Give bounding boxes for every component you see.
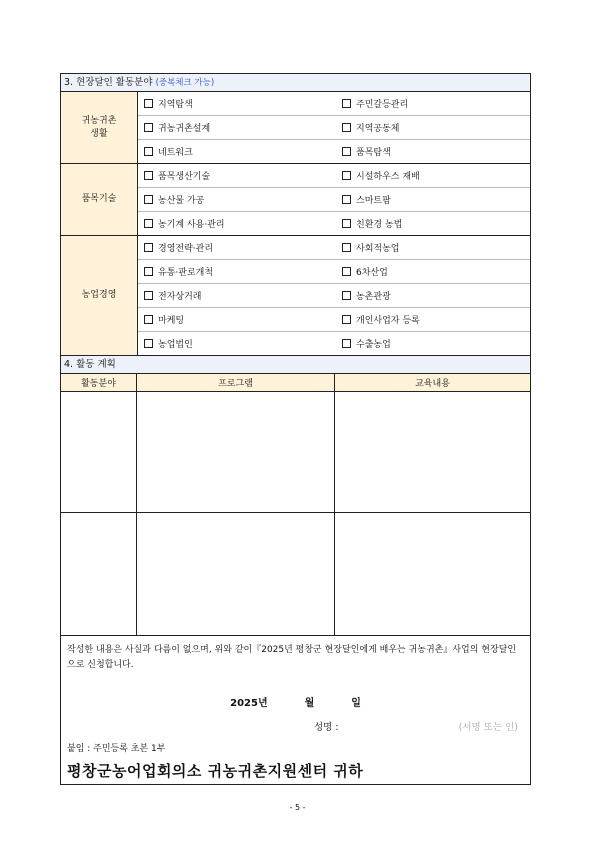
option-checkbox-item[interactable] [334, 217, 530, 230]
option-label: 품목탐색 [356, 148, 391, 158]
option-label: 6차산업 [356, 268, 388, 278]
option-row [138, 211, 530, 235]
checkbox-icon[interactable] [342, 243, 351, 252]
plan-row [61, 392, 530, 513]
option-label: 친환경 농법 [356, 220, 403, 230]
plan-cell-program[interactable] [137, 513, 335, 635]
activity-options [138, 236, 530, 355]
option-label: 지역공동체 [356, 124, 400, 134]
option-label: 수출농업 [356, 340, 391, 350]
option-row [138, 283, 530, 307]
option-row [138, 307, 530, 331]
option-label: 귀농귀촌설계 [158, 124, 211, 134]
option-label: 농기계 사용·관리 [158, 220, 225, 230]
checkbox-icon[interactable] [144, 243, 153, 252]
option-label: 지역탐색 [158, 100, 193, 110]
option-checkbox-item[interactable] [334, 97, 530, 110]
activity-options [138, 164, 530, 235]
date-month[interactable]: 월 [304, 698, 315, 709]
declaration-block [61, 636, 530, 784]
option-label: 스마트팜 [356, 196, 391, 206]
section3-title: 3. 현장달인 활동분야 [64, 77, 153, 88]
section4-title: 4. 활동 계획 [64, 359, 116, 370]
plan-cell-field[interactable] [61, 392, 137, 512]
activity-group-label: 귀농귀촌 생활 [61, 92, 138, 163]
option-checkbox-item[interactable] [138, 169, 334, 182]
option-label: 마케팅 [158, 316, 185, 326]
option-row [138, 164, 530, 187]
option-label: 품목생산기술 [158, 172, 211, 182]
section3-header [61, 74, 530, 92]
option-row [138, 331, 530, 355]
option-label: 개인사업자 등록 [356, 316, 420, 326]
plan-table-header [61, 374, 530, 392]
header-activity-field: 활동분야 [61, 374, 137, 391]
checkbox-icon[interactable] [342, 219, 351, 228]
plan-cell-field[interactable] [61, 513, 137, 635]
option-label: 유통·판로개척 [158, 268, 214, 278]
option-checkbox-item[interactable] [334, 193, 530, 206]
option-checkbox-item[interactable] [138, 241, 334, 254]
option-checkbox-item[interactable] [334, 169, 530, 182]
plan-row [61, 513, 530, 636]
checkbox-icon[interactable] [342, 195, 351, 204]
activity-field-groups [61, 92, 530, 356]
activity-group [61, 236, 530, 356]
page-number: - 5 - [289, 803, 306, 812]
checkbox-icon[interactable] [342, 171, 351, 180]
option-label: 주민갈등관리 [356, 100, 409, 110]
signature-hint[interactable]: (서명 또는 인) [458, 722, 518, 733]
plan-cell-program[interactable] [137, 392, 335, 512]
option-label: 농산물 가공 [158, 196, 205, 206]
checkbox-icon[interactable] [342, 99, 351, 108]
checkbox-icon[interactable] [342, 291, 351, 300]
option-label: 네트워크 [158, 148, 193, 158]
activity-group [61, 92, 530, 164]
option-label: 경영전략·관리 [158, 244, 214, 254]
checkbox-icon[interactable] [144, 99, 153, 108]
option-row [138, 92, 530, 115]
date-day[interactable]: 일 [351, 698, 361, 709]
application-form [60, 73, 531, 785]
addressee: 평창군농어업회의소 귀농귀촌지원센터 귀하 [67, 762, 364, 780]
checkbox-icon[interactable] [144, 219, 153, 228]
option-row [138, 236, 530, 259]
option-checkbox-item[interactable] [138, 265, 334, 278]
option-row [138, 259, 530, 283]
option-checkbox-item[interactable] [138, 289, 334, 302]
option-label: 시설하우스 재배 [356, 172, 420, 182]
option-checkbox-item[interactable] [138, 97, 334, 110]
option-label: 사회적농업 [356, 244, 400, 254]
date-year: 2025년 [230, 698, 268, 709]
option-checkbox-item[interactable] [334, 337, 530, 350]
option-checkbox-item[interactable] [138, 337, 334, 350]
attachment-note: 붙임 : 주민등록 초본 1부 [67, 744, 166, 754]
section3-note: (중복체크 가능) [155, 78, 215, 88]
checkbox-icon[interactable] [144, 147, 153, 156]
option-label: 농촌관광 [356, 292, 391, 302]
header-education-content: 교육내용 [415, 379, 450, 389]
signature-label: 성명 : [314, 722, 339, 733]
activity-group [61, 164, 530, 236]
option-checkbox-item[interactable] [334, 121, 530, 134]
plan-cell-content[interactable] [335, 513, 530, 635]
checkbox-icon[interactable] [144, 315, 153, 324]
option-checkbox-item[interactable] [334, 241, 530, 254]
checkbox-icon[interactable] [144, 267, 153, 276]
checkbox-icon[interactable] [342, 339, 351, 348]
section4-header [61, 356, 530, 374]
plan-cell-content[interactable] [335, 392, 530, 512]
option-checkbox-item[interactable] [138, 145, 334, 158]
option-row [138, 139, 530, 163]
activity-options [138, 92, 530, 163]
option-row [138, 187, 530, 211]
option-checkbox-item[interactable] [334, 265, 530, 278]
option-checkbox-item[interactable] [138, 217, 334, 230]
option-checkbox-item[interactable] [334, 145, 530, 158]
option-checkbox-item[interactable] [138, 193, 334, 206]
option-row [138, 115, 530, 139]
header-program: 프로그램 [137, 374, 335, 391]
checkbox-icon[interactable] [144, 123, 153, 132]
checkbox-icon[interactable] [342, 267, 351, 276]
checkbox-icon[interactable] [144, 195, 153, 204]
option-checkbox-item[interactable] [138, 121, 334, 134]
checkbox-icon[interactable] [342, 123, 351, 132]
checkbox-icon[interactable] [144, 171, 153, 180]
option-label: 전자상거래 [158, 292, 202, 302]
option-checkbox-item[interactable] [334, 289, 530, 302]
checkbox-icon[interactable] [144, 291, 153, 300]
checkbox-icon[interactable] [342, 147, 351, 156]
option-label: 농업법인 [158, 340, 193, 350]
checkbox-icon[interactable] [342, 315, 351, 324]
activity-group-label: 농업경영 [61, 236, 138, 355]
application-date [61, 696, 530, 711]
option-checkbox-item[interactable] [334, 313, 530, 326]
checkbox-icon[interactable] [144, 339, 153, 348]
declaration-text: 작성한 내용은 사실과 다름이 없으며, 위와 같이『2025년 평창군 현장달인에게 배우는 귀농귀촌』사업의 현장달인으로 신청합니다. [67, 645, 517, 670]
option-checkbox-item[interactable] [138, 313, 334, 326]
activity-group-label: 품목기술 [61, 164, 138, 235]
